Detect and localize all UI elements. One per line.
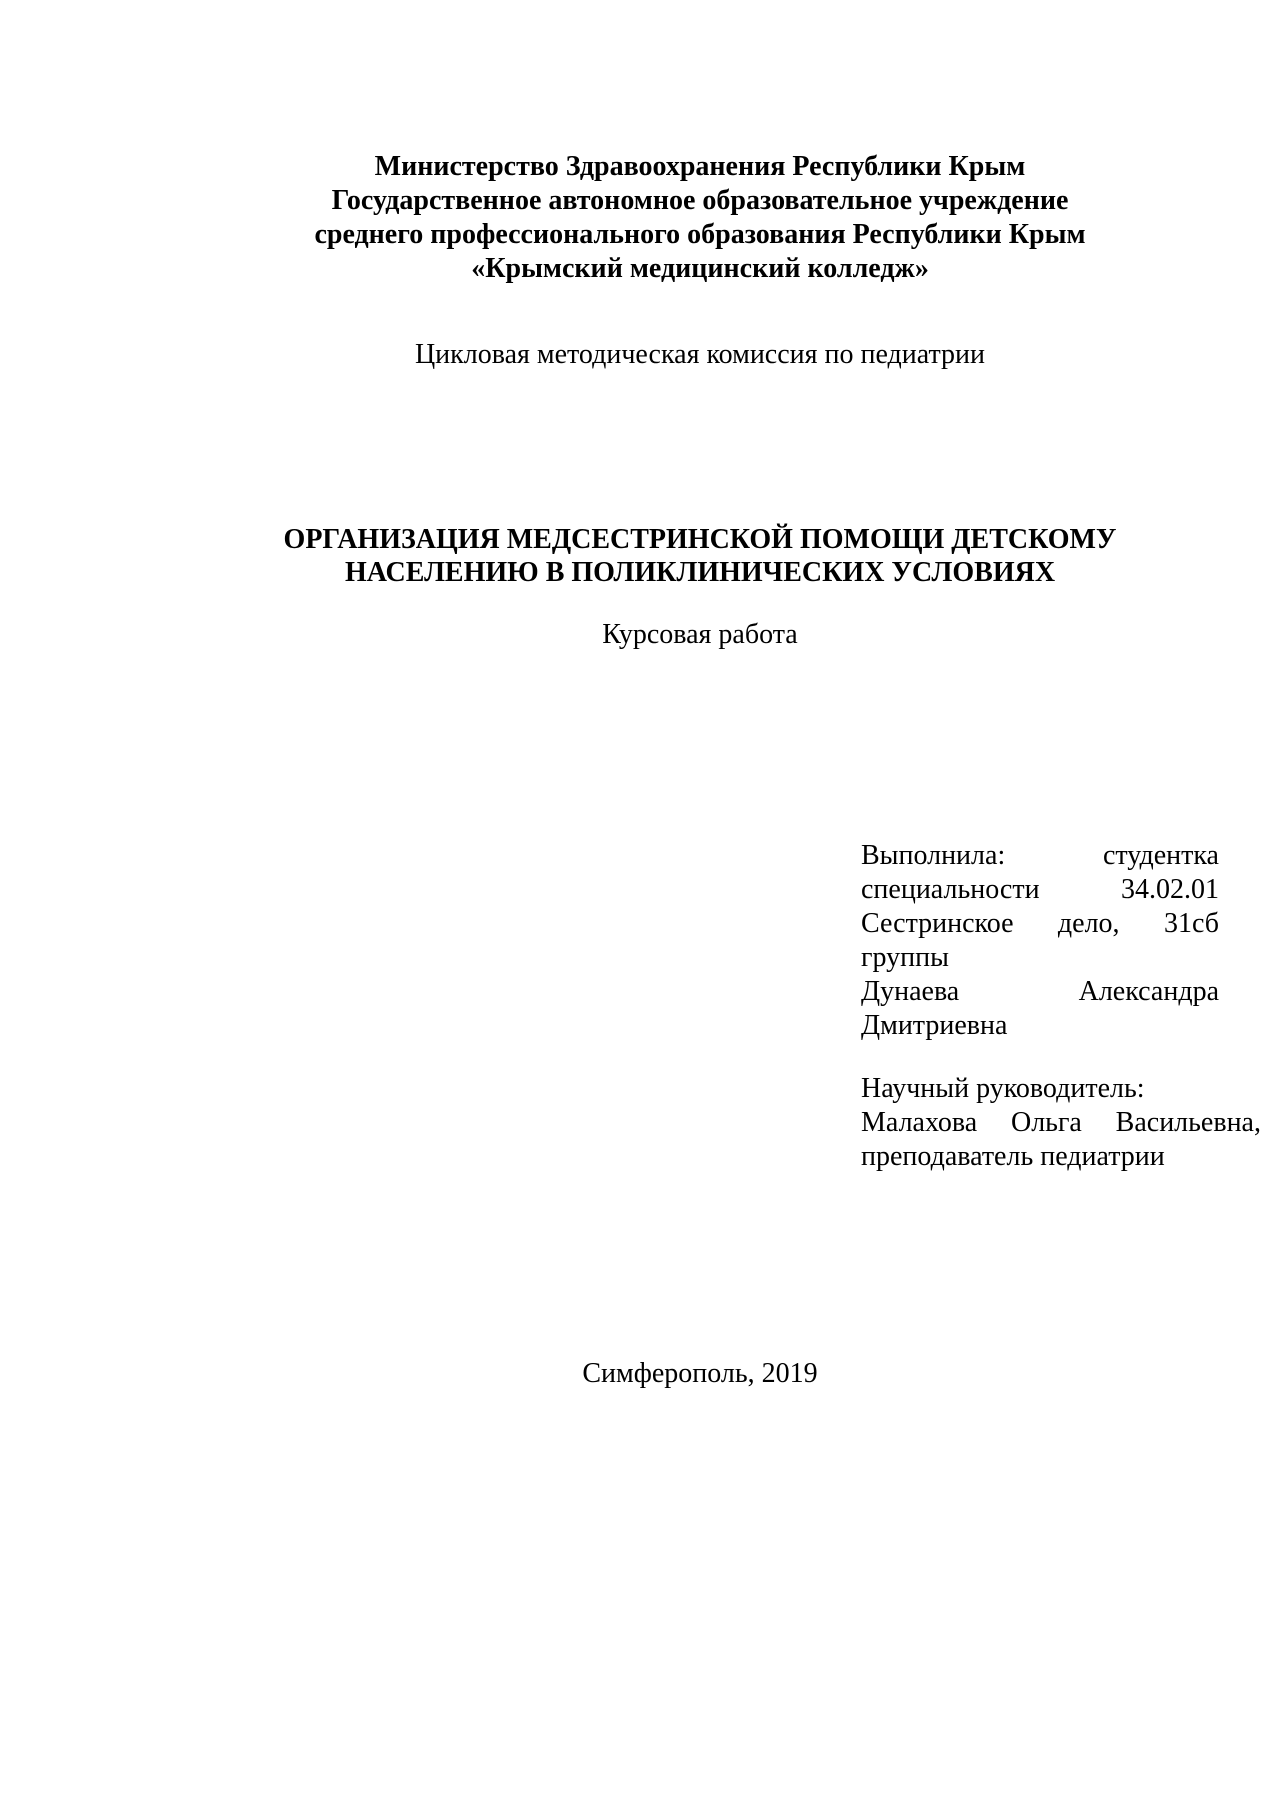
specialty-name-2: дело, [1057, 908, 1120, 939]
title-line-1: ОРГАНИЗАЦИЯ МЕДСЕСТРИНСКОЙ ПОМОЩИ ДЕТСКОМУ [283, 524, 1117, 555]
supervisor-name-2: Ольга [1010, 1107, 1082, 1138]
author-line-2 [861, 873, 1219, 907]
specialty-label: специальности [861, 874, 1040, 905]
author-line-1 [861, 839, 1219, 873]
commission-line: Цикловая методическая комиссия по педиатрии [414, 339, 986, 370]
supervisor-name-line [861, 1106, 1261, 1140]
supervisor-label: Научный руководитель: [861, 1073, 1145, 1104]
author-line-5 [861, 975, 1219, 1009]
group-code: 31сб [1163, 908, 1219, 939]
supervisor-name-3: Васильевна, [1115, 1107, 1261, 1138]
institution-header [0, 150, 1280, 286]
specialty-name-1: Сестринское [861, 908, 1014, 939]
completed-label: Выполнила: [861, 840, 1006, 871]
work-title [0, 523, 1280, 589]
college-name: «Крымский медицинский колледж» [471, 253, 929, 284]
title-line-2: НАСЕЛЕНИЮ В ПОЛИКЛИНИЧЕСКИХ УСЛОВИЯХ [344, 557, 1056, 588]
author-block [861, 839, 1219, 1043]
institution-line-1: Государственное автономное образовательное учреждение [331, 185, 1069, 216]
specialty-code: 34.02.01 [1121, 874, 1219, 905]
author-first-name: Александра [1078, 976, 1219, 1007]
supervisor-name-1: Малахова [861, 1107, 978, 1138]
supervisor-position: преподаватель педиатрии [861, 1141, 1165, 1172]
city-year: Симферополь, 2019 [582, 1358, 818, 1389]
supervisor-block [861, 1072, 1261, 1174]
author-line-3 [861, 907, 1219, 941]
work-type: Курсовая работа [602, 619, 798, 650]
author-surname: Дунаева [861, 976, 960, 1007]
author-patronymic: Дмитриевна [861, 1010, 1008, 1041]
institution-line-2: среднего профессионального образования Республики Крым [314, 219, 1086, 250]
group-label: группы [861, 942, 949, 973]
ministry-line: Министерство Здравоохранения Республики Крым [374, 151, 1026, 182]
author-role: студентка [1102, 840, 1219, 871]
